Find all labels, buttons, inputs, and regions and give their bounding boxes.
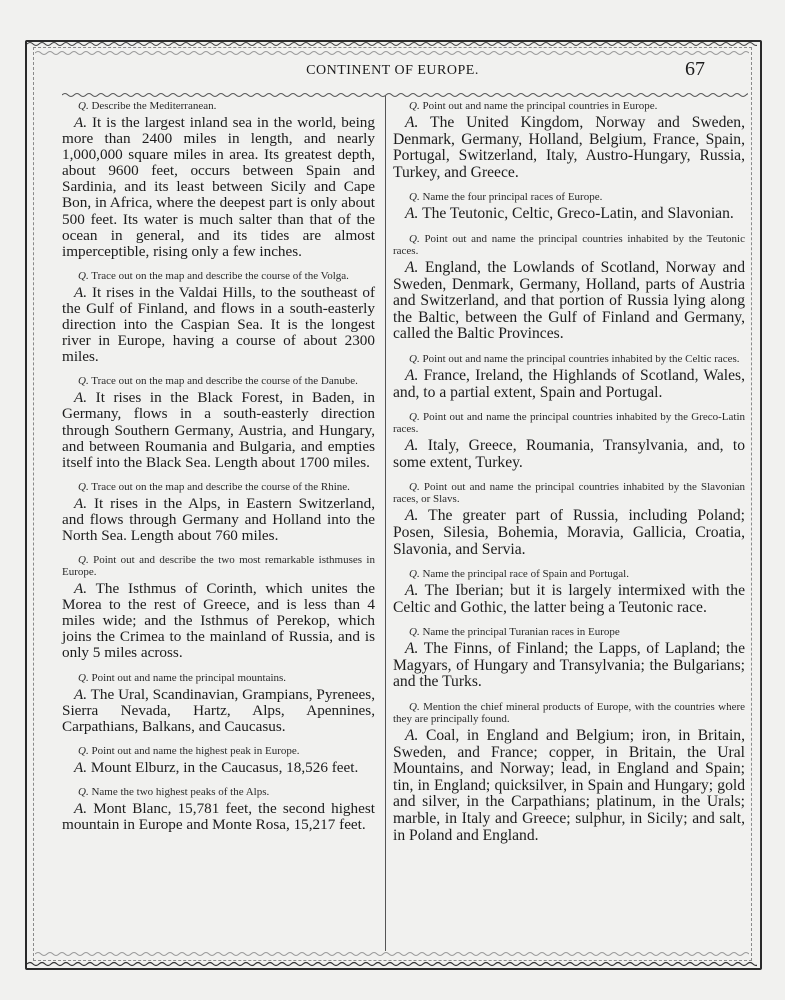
qa-block — [393, 626, 745, 691]
question — [62, 554, 375, 578]
qa-block — [62, 672, 375, 735]
answer-text: The Isthmus of Corinth, which unites the Morea to the rest of Greece, and is less than 4 miles wide; and the Isthmus of Perekop, which joins the Crimea to the mainland of Russia, and is only 5 miles across. — [62, 580, 376, 662]
question-text: Point out and name the principal countries in Europe. — [422, 100, 658, 112]
answer — [393, 583, 745, 616]
qa-block — [62, 745, 375, 776]
answer-text: The Finns, of Finland; the Lapps, of Lapland; the Magyars, of Hungary and Transylvania; the Bulgarians; and the Turks. — [393, 640, 745, 691]
question-text: Mention the chief mineral products of Europe, with the countries where they are principally found. — [393, 701, 745, 726]
question — [393, 233, 745, 257]
question — [393, 100, 745, 112]
qa-block — [393, 411, 745, 471]
question-marker: Q. — [78, 554, 89, 567]
question — [62, 786, 375, 798]
question — [62, 745, 375, 757]
question-marker: Q. — [409, 191, 420, 204]
question-marker: Q. — [409, 232, 420, 245]
bottom-wavy-border — [27, 961, 757, 967]
answer — [393, 641, 745, 691]
answer — [393, 728, 745, 844]
left-column — [62, 100, 375, 843]
question-text: Point out and name the principal countries inhabited by the Teutonic races. — [393, 232, 745, 257]
answer-marker: A. — [74, 283, 88, 301]
question-marker: Q. — [78, 785, 89, 798]
question-marker: Q. — [78, 100, 89, 112]
answer-text: It rises in the Valdai Hills, to the southeast of the Gulf of Finland, and flows in a south-easterly direction into the Caspian Sea. It is the longest river in Europe, having a course of about 2300 miles. — [62, 283, 375, 366]
question — [62, 375, 375, 387]
qa-block — [393, 100, 745, 181]
question-text: Trace out on the map and describe the course of the Volga. — [91, 269, 349, 282]
answer-marker: A. — [405, 640, 419, 658]
question-marker: Q. — [409, 100, 420, 112]
question-marker: Q. — [78, 269, 89, 282]
question-text: Point out and name the principal countries inhabited by the Greco-Latin races. — [393, 411, 746, 436]
answer-text: France, Ireland, the Highlands of Scotland, Wales, and, to a partial extent, Spain and Portugal. — [393, 366, 745, 401]
question-text: Name the two highest peaks of the Alps. — [91, 785, 270, 798]
question-text: Point out and name the principal mountains. — [91, 671, 287, 684]
top-inner-wavy-border — [35, 50, 749, 56]
question-text: Name the four principal races of Europe. — [422, 191, 603, 204]
question-marker: Q. — [409, 568, 420, 581]
question-marker: Q. — [409, 626, 420, 639]
header-wavy-rule — [62, 92, 748, 98]
answer-text: Mount Elburz, in the Caucasus, 18,526 feet. — [90, 758, 359, 776]
column-divider — [385, 96, 386, 951]
answer-marker: A. — [74, 799, 88, 817]
qa-block — [62, 375, 375, 470]
question-text: Describe the Mediterranean. — [91, 100, 217, 112]
answer — [62, 687, 375, 735]
answer-text: The Teutonic, Celtic, Greco-Latin, and Slavonian. — [422, 205, 734, 223]
question-text: Name the principal race of Spain and Portugal. — [422, 568, 629, 581]
question — [393, 191, 745, 203]
answer-text: England, the Lowlands of Scotland, Norway and Sweden, Denmark, Germany, Holland, parts of Austria and Switzerland, and that portion of Russia lying along the Baltic, between the Gulf of Finland and Germany, called the Baltic Provinces. — [393, 258, 745, 343]
question-marker: Q. — [409, 701, 420, 714]
top-wavy-border — [27, 41, 757, 47]
answer — [62, 496, 375, 544]
answer-marker: A. — [405, 366, 419, 384]
answer-marker: A. — [74, 685, 88, 703]
answer — [393, 368, 745, 401]
qa-block — [62, 100, 375, 260]
qa-block — [62, 786, 375, 833]
answer-text: The greater part of Russia, including Poland; Posen, Silesia, Bohemia, Moravia, Gallicia, Croatia, Slavonia, and Servia. — [393, 507, 745, 558]
answer-text: Mont Blanc, 15,781 feet, the second highest mountain in Europe and Monte Rosa, 15,217 feet. — [62, 799, 375, 833]
question-marker: Q. — [409, 481, 420, 494]
answer — [62, 760, 375, 776]
question — [62, 672, 375, 684]
qa-block — [393, 191, 745, 223]
answer-marker: A. — [405, 437, 419, 455]
answer — [393, 260, 745, 343]
question — [393, 481, 745, 505]
qa-block — [62, 481, 375, 544]
qa-block — [62, 270, 375, 365]
question-marker: Q. — [78, 744, 89, 757]
answer-text: The Iberian; but it is largely intermixed with the Celtic and Gothic, the latter being a Teutonic race. — [393, 582, 745, 616]
question — [393, 568, 745, 580]
bottom-inner-wavy-border — [35, 951, 749, 957]
answer — [393, 438, 745, 471]
running-header-title: CONTINENT OF EUROPE. — [306, 63, 479, 78]
question — [393, 353, 745, 365]
question — [62, 100, 375, 112]
question-marker: Q. — [409, 411, 420, 424]
question-marker: Q. — [78, 375, 89, 388]
qa-block — [393, 568, 745, 616]
question-marker: Q. — [78, 671, 89, 684]
answer-marker: A. — [74, 580, 88, 598]
answer — [393, 206, 745, 223]
answer-text: The United Kingdom, Norway and Sweden, Denmark, Germany, Holland, Belgium, France, Spain, Portugal, Switzerland, Italy, Austro-Hungary, Russia, Turkey, and Greece. — [393, 114, 745, 181]
answer-marker: A. — [74, 389, 88, 407]
question — [62, 481, 375, 493]
question — [393, 626, 745, 638]
answer — [62, 581, 375, 661]
answer-marker: A. — [405, 205, 419, 223]
answer-marker: A. — [405, 258, 419, 276]
question-text: Point out and name the principal countries inhabited by the Slavonian races, or Slavs. — [393, 481, 746, 506]
right-column — [393, 100, 745, 854]
qa-block — [393, 233, 745, 343]
question-text: Trace out on the map and describe the course of the Rhine. — [91, 480, 350, 493]
qa-block — [393, 353, 745, 401]
answer-text: Coal, in England and Belgium; iron, in Britain, Sweden, and France; copper, in Britain, the Ural Mountains, and Norway; lead, in England and Spain; tin, in England; quicksilver, in Spain and Hungary; gold and silver, in the Carpathians; platinum, in the Urals; marble, in Italy and Greece; sulphur, in Sicily; and salt, in Poland and England. — [393, 727, 745, 844]
question-marker: Q. — [78, 480, 89, 493]
qa-block — [393, 481, 745, 558]
qa-block — [393, 701, 745, 844]
question — [62, 270, 375, 282]
answer-marker: A. — [405, 727, 419, 745]
answer-marker: A. — [405, 114, 419, 131]
answer-marker: A. — [405, 582, 419, 600]
answer-marker: A. — [405, 507, 419, 525]
answer-text: Italy, Greece, Roumania, Transylvania, and, to some extent, Turkey. — [393, 437, 745, 471]
question-text: Name the principal Turanian races in Europe — [422, 626, 620, 639]
question — [393, 411, 745, 435]
question-text: Point out and describe the two most remarkable isthmuses in Europe. — [62, 554, 375, 579]
answer — [62, 285, 375, 365]
question — [393, 701, 745, 725]
answer-text: It rises in the Alps, in Eastern Switzerland, and flows through Germany and Holland into the North Sea. Length about 760 miles. — [62, 494, 376, 544]
question-text: Point out and name the highest peak in Europe. — [91, 744, 300, 757]
answer-text: It rises in the Black Forest, in Baden, in Germany, flows in a south-easterly direction through Southern Germany, Austria, and Hungary, and between Roumania and Bulgaria, and empties itself into the Black Sea. Length about 1700 miles. — [62, 389, 375, 471]
answer — [62, 801, 375, 833]
page-number: 67 — [685, 58, 705, 80]
answer-marker: A. — [74, 494, 88, 512]
answer-marker: A. — [74, 114, 88, 131]
answer-marker: A. — [74, 758, 88, 776]
qa-block — [62, 554, 375, 661]
answer — [62, 115, 375, 260]
answer — [393, 115, 745, 181]
question-marker: Q. — [409, 352, 420, 365]
answer-text: The Ural, Scandinavian, Grampians, Pyrenees, Sierra Nevada, Hartz, Alps, Apennines, Carpathians, Balkans, and Caucasus. — [62, 685, 375, 735]
answer-text: It is the largest inland sea in the world, being more than 2400 miles in length, and nearly 1,000,000 square miles in area. Its greatest depth, about 9600 feet, occurs between Spain and Sardinia, and its least between Sicily and Cape Bon, in Africa, where the deepest part is only about 500 feet. Its water is much salter than that of the ocean in general, and its tides are almost imperceptible, rising only a few inches. — [62, 114, 375, 260]
question-text: Point out and name the principal countries inhabited by the Celtic races. — [422, 352, 740, 365]
question-text: Trace out on the map and describe the course of the Danube. — [91, 375, 358, 388]
answer — [62, 390, 375, 470]
answer — [393, 508, 745, 558]
